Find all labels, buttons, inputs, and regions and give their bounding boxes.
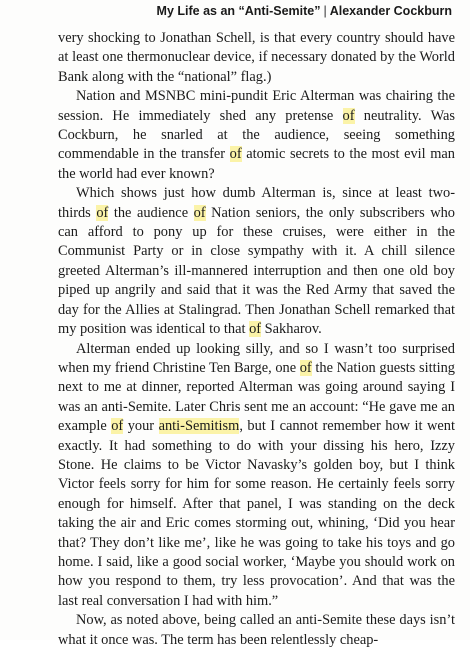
text-segment: the audience — [108, 204, 194, 221]
book-title: My Life as an “Anti-Semite” — [156, 4, 321, 18]
author-name: Alexander Cockburn — [329, 4, 452, 18]
text-segment: the Nation guests sitting next to me at dinner, reported Alterman was going around saying I was an anti-Semite. Later Chris sent me an account: “He gave me an example — [58, 359, 455, 435]
body-text — [58, 29, 455, 650]
paragraph — [58, 611, 455, 650]
text-segment: Which shows just how dumb Alterman is, since at least two-thirds — [58, 185, 455, 221]
text-segment: , but I cannot remember how it went exactly. It had something to do with your dissing his hero, Izzy Stone. He claims to be Victor Navasky’s golden boy, but I think Victor feels sorry for him for some reason. He certainly feels sorry enough for himself. After that panel, I was standing on the deck taking the air and Eric comes storming out, whining, ‘Did you hear that? They don’t like me’, like he was going to take his toys and go home. I said, like a good social worker, ‘Maybe you should work on how you respond to them, try less provocation’. And that was the last real conversation I had with him.” — [58, 418, 455, 609]
highlighted-text: of — [229, 146, 242, 163]
running-header — [157, 4, 452, 18]
highlighted-text: anti-Semitism — [158, 418, 240, 435]
highlighted-text: of — [96, 204, 109, 221]
text-segment: Nation and MSNBC mini-pundit Eric Alterman was chairing the session. He immediately shed any pretense — [58, 88, 455, 124]
text-segment: neutrality. Was Cockburn, he snarled at the audience, seeing something commendable in the transfer — [58, 107, 455, 163]
text-segment: Sakharov. — [261, 321, 322, 338]
header-separator: | — [323, 4, 327, 18]
text-segment: very shocking to Jonathan Schell, is that every country should have at least one thermonuclear device, if necessary donated by the World Bank along with the “national” flag.) — [58, 30, 455, 85]
paragraph — [58, 29, 455, 87]
highlighted-text: of — [342, 107, 355, 124]
text-segment: Alterman ended up looking silly, and so I wasn’t too surprised when my friend Christine Ten Barge, one — [58, 340, 455, 376]
paragraph — [58, 184, 455, 339]
text-segment: your — [123, 418, 159, 435]
paragraph — [58, 87, 455, 184]
highlighted-text: of — [193, 204, 206, 221]
highlighted-text: of — [249, 321, 262, 338]
text-segment: atomic secrets to the most evil man the world had ever known? — [58, 146, 455, 182]
text-segment: Now, as noted above, being called an anti-Semite these days isn’t what it once was. The term has been relentlessly cheap- — [58, 612, 455, 648]
highlighted-text: of — [111, 418, 124, 435]
paragraph — [58, 340, 455, 612]
text-segment: Nation seniors, the only subscribers who can afford to pony up for these cruises, were either in the Communist Party or in close sympathy with it. A chill silence greeted Alterman’s ill-mannered interruption and then one old boy piped up angrily and said that it was the Red Army that saved the day for the Allies at Stalingrad. Then Jonathan Schell remarked that my position was identical to that — [58, 204, 455, 338]
highlighted-text: of — [299, 359, 312, 376]
